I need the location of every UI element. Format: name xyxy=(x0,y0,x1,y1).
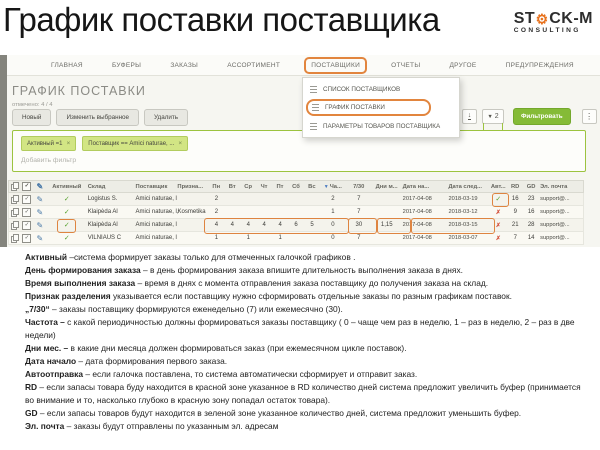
toolbar-buttons xyxy=(12,109,188,126)
export-button[interactable] xyxy=(462,109,477,124)
annotation-box-autosend xyxy=(492,193,509,207)
table-header-cell[interactable] xyxy=(47,184,87,190)
legend-text: – в день формирования заказа впишите длительность выполнения заказа в днях. xyxy=(140,265,463,275)
legend-text: – если запасы товара буду находится в красной зоне указанное в RD количество дней система предложит увеличить буфер (принимается во внимание и то, насколько глубоко в красную зону попадал остаток товара). xyxy=(25,382,581,405)
copy-icon[interactable] xyxy=(11,195,19,204)
table-cell: 4 xyxy=(246,222,250,228)
legend-term: Время выполнения заказа xyxy=(25,278,136,288)
header-label: Дата след... xyxy=(448,183,482,190)
legend-text: – если запасы товаров будут находится в зеленой зоне указанное количество дней, система предложит уменьшить буфер. xyxy=(37,408,522,418)
table-cell: Amici naturae, l, xyxy=(135,209,179,215)
screenshot-left-edge xyxy=(0,55,7,247)
legend-entry xyxy=(25,407,583,420)
more-options-button[interactable] xyxy=(582,109,597,124)
dropdown-item-label: ПАРАМЕТРЫ ТОВАРОВ ПОСТАВЩИКА xyxy=(323,122,441,130)
legend-text: указывается если поставщику нужно сформировать отдельные заказы по разным графикам поставок. xyxy=(110,291,512,301)
row-checkbox[interactable]: ✓ xyxy=(22,195,31,204)
header-label: Поставщик xyxy=(135,183,168,190)
table-cell: 1,15 xyxy=(380,222,393,228)
filter-count: 2 xyxy=(494,113,499,120)
header-label: Чт xyxy=(260,183,268,190)
list-icon xyxy=(310,123,317,130)
legend-text: – дата формирования первого заказа. xyxy=(76,356,228,366)
filter-tag[interactable] xyxy=(21,136,76,151)
table-header-cell[interactable] xyxy=(224,184,240,190)
table-header-cell[interactable] xyxy=(507,184,523,190)
remove-filter-icon[interactable]: × xyxy=(178,140,183,147)
table-cell xyxy=(21,234,33,243)
filter-count-button[interactable] xyxy=(482,109,504,124)
table-header-cell[interactable] xyxy=(21,182,33,191)
copy-icon[interactable] xyxy=(11,234,19,243)
table-cell: 2 xyxy=(331,196,335,202)
edit-icon[interactable]: ✎ xyxy=(36,220,44,230)
table-cell: Kosmetika xyxy=(177,209,206,215)
nav-item[interactable]: БУФЕРЫ xyxy=(112,61,142,69)
table-cell xyxy=(489,209,507,216)
legend-term: Дата начало xyxy=(25,356,77,366)
logo-wordmark xyxy=(514,11,593,27)
legend-text: – время в днях с момента отправления заказа поставщику до получения заказа на склад. xyxy=(135,278,489,288)
legend-text: – если галочка поставлена, то система автоматически сформирует и отправит заказ. xyxy=(83,369,418,379)
header-label: GD xyxy=(526,183,536,190)
toolbar-button[interactable]: Удалить xyxy=(144,109,188,126)
table-cell xyxy=(489,235,507,242)
row-checkbox[interactable]: ✓ xyxy=(22,182,31,191)
dropdown-item[interactable] xyxy=(306,99,431,116)
check-icon: ✓ xyxy=(63,235,70,242)
table-cell: 0 xyxy=(331,235,335,241)
nav-item[interactable]: ГЛАВНАЯ xyxy=(51,61,83,69)
header-label: Авт... xyxy=(490,183,506,190)
table-cell: 6 xyxy=(294,222,298,228)
row-checkbox[interactable]: ✓ xyxy=(22,234,31,243)
annotation-box-cycle xyxy=(348,218,377,234)
table-header-cell[interactable] xyxy=(523,184,539,190)
table-cell xyxy=(33,208,47,217)
header-label: Пт xyxy=(276,183,284,190)
table-cell xyxy=(9,195,21,204)
legend-entry xyxy=(25,420,583,433)
table-cell: 2017-04-08 xyxy=(402,235,432,241)
dropdown-item-label: СПИСОК ПОСТАВЩИКОВ xyxy=(323,85,401,93)
table-cell: 9 xyxy=(513,209,517,215)
row-checkbox[interactable]: ✓ xyxy=(22,208,31,217)
nav-item[interactable]: ЗАКАЗЫ xyxy=(170,61,199,69)
copy-icon[interactable] xyxy=(11,221,19,230)
header-label: Вт xyxy=(228,183,236,190)
legend-entry xyxy=(25,368,583,381)
table-cell: VILNIAUS C xyxy=(87,235,122,241)
legend-entry xyxy=(25,355,583,368)
legend-entry xyxy=(25,251,583,264)
legend-entry xyxy=(25,303,583,316)
table-header-cell[interactable] xyxy=(87,184,135,190)
table-cell: 21 xyxy=(511,222,519,228)
toolbar-button[interactable]: Новый xyxy=(12,109,51,126)
schedule-table xyxy=(8,180,584,245)
edit-icon[interactable]: ✎ xyxy=(36,194,44,204)
table-cell: 7 xyxy=(513,235,517,241)
table-header-cell[interactable] xyxy=(539,184,583,190)
column-filter-icon: ▼ xyxy=(323,183,329,190)
header-label: Ча... xyxy=(329,183,342,190)
legend-entry xyxy=(25,290,583,303)
check-icon: ✓ xyxy=(495,196,502,203)
legend-term: Признак разделения xyxy=(25,291,111,301)
legend-entry xyxy=(25,316,583,342)
table-cell: 5 xyxy=(310,222,314,228)
legend-text: с какой периодичностью должны формироваться заказы поставщику ( 0 – чаще чем раз в неделю, 1 – раз в неделю, 2 – раз в две недели) xyxy=(25,317,575,340)
edit-icon[interactable]: ✎ xyxy=(36,182,44,191)
filter-tags xyxy=(21,136,188,151)
header-label: Дата на... xyxy=(402,183,430,190)
table-cell xyxy=(9,234,21,243)
table-cell: 2 xyxy=(214,209,219,215)
table-cell: support@... xyxy=(540,196,570,202)
table-cell xyxy=(47,208,87,216)
annotation-box-active xyxy=(57,219,76,233)
table-cell: 16 xyxy=(511,196,519,202)
table-cell: Logistus S. xyxy=(87,196,118,202)
table-header-cell[interactable] xyxy=(256,184,272,190)
legend-term: Активный xyxy=(25,252,67,262)
legend-text: – заказы будут отправлены по указанным эл. адресам xyxy=(64,421,279,431)
table-cell: 2017-04-08 xyxy=(402,222,432,228)
annotation-box-days-month xyxy=(377,218,411,234)
table-cell xyxy=(33,234,47,243)
table-header-cell[interactable] xyxy=(372,184,402,190)
table-cell: support@... xyxy=(540,222,570,228)
legend-term: День формирования заказа xyxy=(25,265,141,275)
list-icon xyxy=(310,86,317,93)
table-header-cell[interactable] xyxy=(272,184,288,190)
legend-term: GD xyxy=(25,408,38,418)
dropdown-item[interactable] xyxy=(303,117,459,135)
table-cell: 4 xyxy=(230,222,234,228)
nav-item[interactable]: АССОРТИМЕНТ xyxy=(227,61,281,69)
table-header-cell[interactable] xyxy=(402,184,448,190)
add-filter-input[interactable]: Добавить фильтр xyxy=(21,157,77,164)
legend-entry xyxy=(25,264,583,277)
nav-item[interactable]: ОТЧЕТЫ xyxy=(391,61,421,69)
table-cell: 7 xyxy=(357,196,361,202)
table-cell: 28 xyxy=(527,222,535,228)
table-cell: Klaipėda Al xyxy=(87,209,118,215)
table-cell xyxy=(9,221,21,230)
stockm-logo xyxy=(514,11,593,35)
table-header-cell[interactable] xyxy=(176,184,208,190)
header-label: Дни м... xyxy=(375,183,398,190)
legend-entry xyxy=(25,342,583,355)
legend-term: RD xyxy=(25,382,38,392)
table-cell: 1 xyxy=(331,209,335,215)
table-cell xyxy=(21,221,33,230)
table-header-cell[interactable] xyxy=(135,184,177,190)
logo-subtitle: CONSULTING xyxy=(513,27,581,34)
selected-count: отмечено: 4 / 4 xyxy=(12,102,53,108)
header-label: Эл. почта xyxy=(540,183,568,190)
table-cell: 2017-04-08 xyxy=(402,196,432,202)
check-icon: ✓ xyxy=(63,196,70,203)
table-cell: 2018-03-12 xyxy=(448,209,478,215)
edit-icon[interactable]: ✎ xyxy=(36,233,44,243)
legend-term: Дни мес. – xyxy=(25,343,69,353)
header-label: Пн xyxy=(212,183,221,190)
filter-tag-label: Активный =1 xyxy=(27,140,63,147)
filter-tag-label: Поставщик == Amici naturae, ... xyxy=(88,140,175,147)
table-cell: 30 xyxy=(355,222,363,228)
table-cell: 2018-03-15 xyxy=(448,222,478,228)
header-label: Склад xyxy=(87,183,106,190)
apply-filter-button[interactable]: Фильтровать xyxy=(513,108,571,125)
legend-text: – заказы поставщику формируются еженедельно (7) или ежемесячно (30). xyxy=(49,304,343,314)
table-cell: 4 xyxy=(278,222,282,228)
nav-item[interactable]: ПОСТАВЩИКИ xyxy=(304,57,367,74)
table-cell: 7 xyxy=(357,209,361,215)
legend-term: Автоотправка xyxy=(25,369,84,379)
table-header-row xyxy=(8,180,584,193)
table-cell: 4 xyxy=(214,222,219,228)
dropdown-item[interactable] xyxy=(303,80,459,98)
logo-text-right: CK-M xyxy=(549,10,593,27)
table-cell: 2 xyxy=(214,196,219,202)
header-label: RD xyxy=(510,183,520,190)
legend xyxy=(25,251,583,433)
edit-icon[interactable]: ✎ xyxy=(36,207,44,217)
table-cell: 16 xyxy=(527,209,535,215)
table-header-cell[interactable] xyxy=(240,184,256,190)
cross-icon: ✗ xyxy=(495,209,501,216)
filter-tag[interactable] xyxy=(82,136,188,151)
table-cell xyxy=(33,221,47,230)
table-cell: 14 xyxy=(527,235,535,241)
table-header-cell[interactable] xyxy=(33,182,47,191)
table-cell: 1 xyxy=(278,235,282,241)
check-icon: ✓ xyxy=(63,222,70,229)
logo-text-left: ST xyxy=(513,10,536,27)
table-header-cell[interactable] xyxy=(489,184,507,190)
legend-term: „7/30“ xyxy=(25,304,50,314)
toolbar-button[interactable]: Изменить выбранное xyxy=(56,109,139,126)
table-cell xyxy=(21,195,33,204)
table-cell xyxy=(33,195,47,204)
table-cell: Amici naturae, l xyxy=(135,222,177,228)
list-icon xyxy=(312,104,319,111)
download-icon: ↓ xyxy=(467,112,472,119)
table-header-cell[interactable] xyxy=(447,184,489,190)
check-icon: ✓ xyxy=(63,209,70,216)
header-label: 7/30 xyxy=(353,183,365,190)
table-cell: 2018-03-07 xyxy=(448,235,478,241)
legend-term: Эл. почта xyxy=(25,421,65,431)
table-cell: 4 xyxy=(262,222,266,228)
cross-icon: ✗ xyxy=(495,235,501,242)
table-cell xyxy=(21,208,33,217)
row-checkbox[interactable]: ✓ xyxy=(22,221,31,230)
copy-icon[interactable] xyxy=(11,208,19,217)
gear-icon: ⚙ xyxy=(535,11,549,27)
page-title: График поставки поставщика xyxy=(3,1,440,38)
filter-funnel-icon: ▼ xyxy=(487,113,493,120)
table-cell: 2017-04-08 xyxy=(402,209,432,215)
table-cell: support@... xyxy=(540,235,570,241)
table-cell: 7 xyxy=(357,235,361,241)
dropdown-item-label: ГРАФИК ПОСТАВКИ xyxy=(325,104,385,111)
table-cell: 23 xyxy=(527,196,535,202)
table-cell: Klaipėda Al xyxy=(87,222,118,228)
table-cell: support@... xyxy=(540,209,570,215)
legend-text: –система формирует заказы только для отмеченных галочкой графиков . xyxy=(67,252,356,262)
kebab-icon: ⋮ xyxy=(585,112,594,121)
copy-icon[interactable] xyxy=(11,182,19,191)
table-header-cell[interactable] xyxy=(208,184,224,190)
table-cell: 0 xyxy=(331,222,335,228)
table-header-cell[interactable] xyxy=(346,184,372,190)
nav-bar xyxy=(7,55,600,76)
suppliers-dropdown-menu xyxy=(302,77,460,138)
header-label: Ср xyxy=(244,183,252,190)
header-label: Вс xyxy=(308,183,316,190)
header-label: Призна... xyxy=(177,183,204,190)
annotation-box-days xyxy=(204,218,349,234)
remove-filter-icon[interactable]: × xyxy=(66,140,71,147)
filter-panel xyxy=(12,130,586,172)
header-label: Активный xyxy=(52,183,82,190)
table-cell xyxy=(47,234,87,242)
table-cell xyxy=(47,195,87,203)
legend-entry xyxy=(25,277,583,290)
cross-icon: ✗ xyxy=(495,222,501,229)
table-cell: 1 xyxy=(246,235,250,241)
table-cell: Amici naturae, l xyxy=(135,196,177,202)
nav-item[interactable]: ПРЕДУПРЕЖДЕНИЯ xyxy=(505,61,574,69)
legend-text: в какие дни месяца должен формироваться заказ (при ежемесячном цикле поставок). xyxy=(68,343,407,353)
legend-entry xyxy=(25,381,583,407)
table-cell xyxy=(9,208,21,217)
table-cell: 1 xyxy=(214,235,219,241)
section-heading: ГРАФИК ПОСТАВКИ xyxy=(12,84,146,98)
header-label: Сб xyxy=(292,183,300,190)
table-cell: 2018-03-19 xyxy=(448,196,478,202)
nav-item[interactable]: ДРУГОЕ xyxy=(449,61,477,69)
table-cell: Amici naturae, l xyxy=(135,235,177,241)
table-header-cell[interactable] xyxy=(9,182,21,191)
table-header-cell[interactable] xyxy=(288,184,304,190)
annotation-box-dates xyxy=(411,218,495,234)
table-header-cell[interactable] xyxy=(320,184,346,190)
legend-term: Частота – xyxy=(25,317,65,327)
table-header-cell[interactable] xyxy=(304,184,320,190)
